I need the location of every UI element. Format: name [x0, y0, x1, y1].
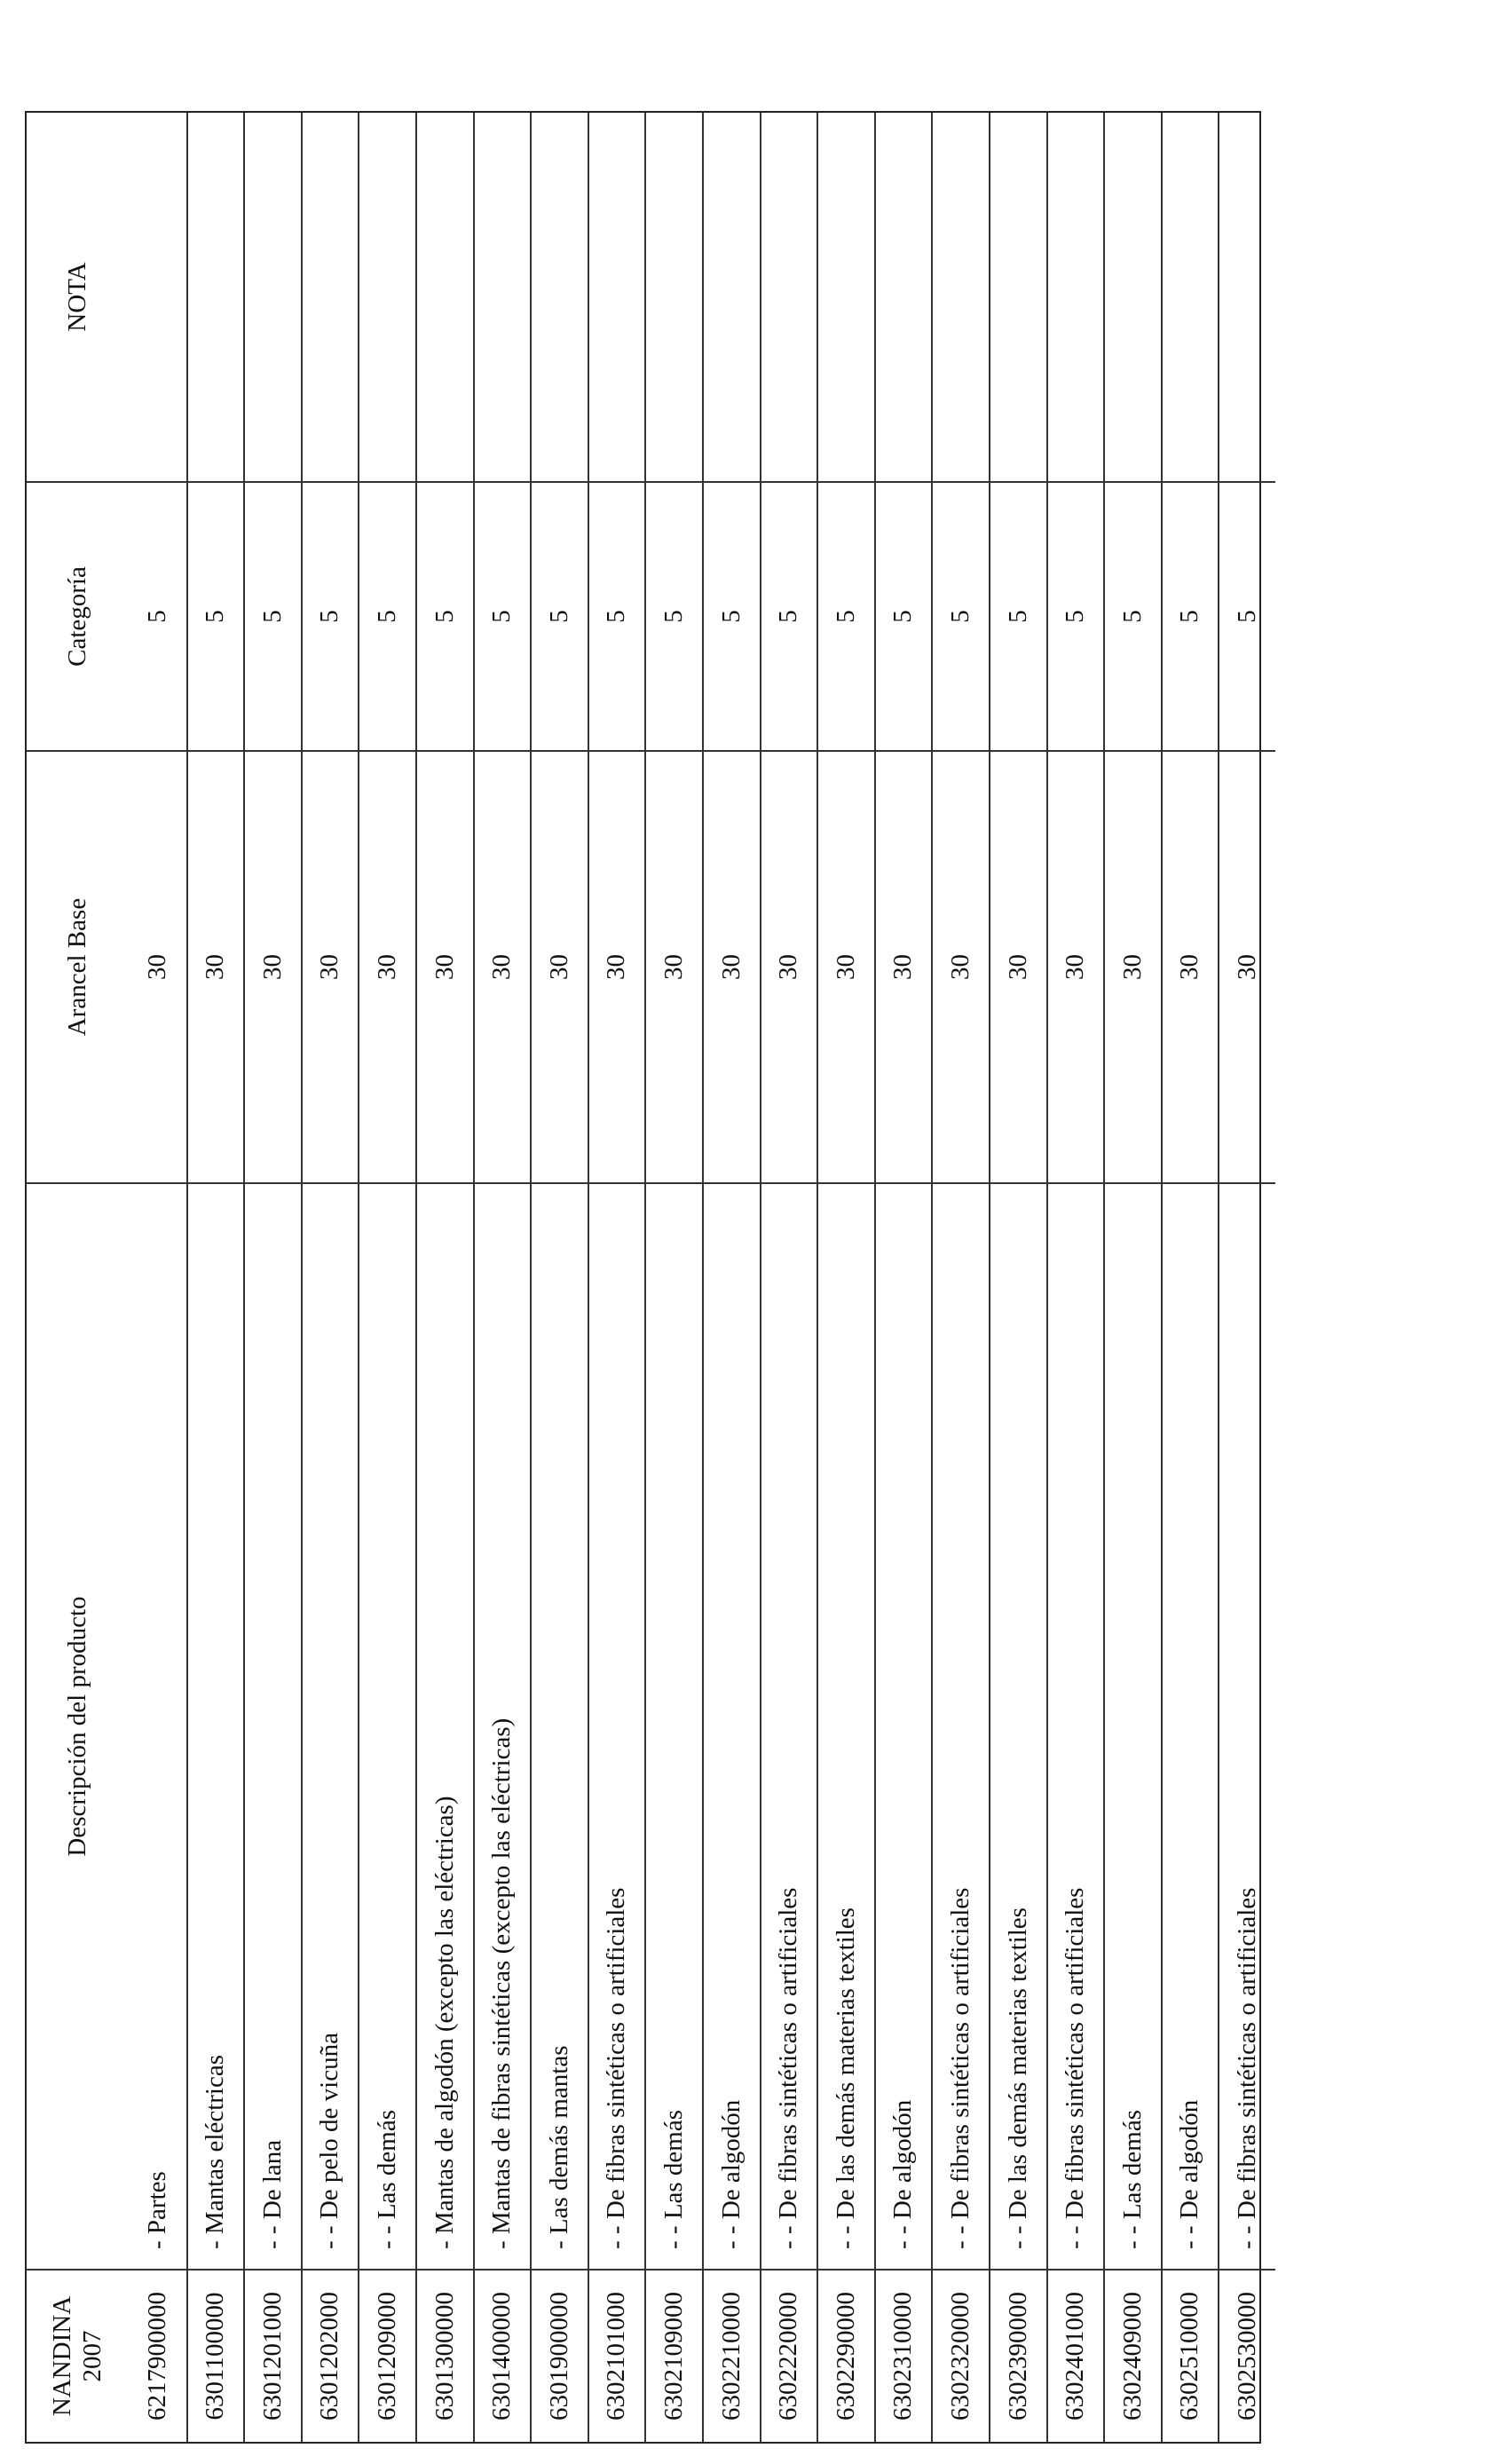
cell-tariff: 30 — [646, 752, 702, 1184]
cell-category: 5 — [245, 483, 301, 752]
table-row — [760, 113, 817, 2442]
cell-category: 5 — [1048, 483, 1104, 752]
cell-description: - - Las demás — [359, 1184, 415, 2271]
cell-nandina-code: 6302101000 — [602, 2292, 631, 2421]
cell-note — [589, 113, 645, 483]
cell-description: - Mantas eléctricas — [188, 1184, 244, 2271]
cell-note — [245, 113, 301, 483]
cell-nandina-code: 6302310000 — [888, 2292, 918, 2421]
cell-description: - - De fibras sintéticas o artificiales — [589, 1184, 645, 2271]
table-row — [1161, 113, 1219, 2442]
header-description: Descripción del producto — [27, 1184, 129, 2271]
cell-nandina-code: 6301300000 — [430, 2292, 459, 2421]
cell-nandina-code: 6217900000 — [142, 2292, 171, 2421]
cell-tariff: 30 — [1163, 752, 1219, 1184]
cell-nandina-code: 6302320000 — [946, 2292, 975, 2421]
header-note: NOTA — [27, 113, 129, 483]
cell-description: - - De fibras sintéticas o artificiales — [1048, 1184, 1104, 2271]
cell-nandina-code: 6302390000 — [1003, 2292, 1032, 2421]
cell-description: - Partes — [129, 1184, 186, 2271]
cell-note — [1163, 113, 1219, 483]
cell-tariff: 30 — [359, 752, 415, 1184]
table-row — [473, 113, 531, 2442]
cell-description: - Las demás mantas — [532, 1184, 588, 2271]
cell-tariff: 30 — [933, 752, 989, 1184]
cell-category: 5 — [1219, 483, 1275, 752]
cell-category: 5 — [532, 483, 588, 752]
cell-category: 5 — [761, 483, 817, 752]
cell-tariff: 30 — [188, 752, 244, 1184]
cell-note — [990, 113, 1046, 483]
cell-nandina-code: 6302109000 — [659, 2292, 689, 2421]
table-row — [644, 113, 702, 2442]
cell-tariff: 30 — [129, 752, 186, 1184]
table-row — [1218, 113, 1275, 2442]
cell-tariff: 30 — [818, 752, 874, 1184]
table-row — [989, 113, 1046, 2442]
cell-category: 5 — [704, 483, 760, 752]
cell-nandina-code: 6302510000 — [1175, 2292, 1204, 2421]
cell-note — [303, 113, 359, 483]
cell-tariff: 30 — [417, 752, 473, 1184]
cell-note — [704, 113, 760, 483]
cell-note — [532, 113, 588, 483]
cell-note — [129, 113, 186, 483]
table-row — [931, 113, 989, 2442]
table-row — [702, 113, 760, 2442]
table-row — [588, 113, 645, 2442]
cell-note — [1219, 113, 1275, 483]
tariff-table — [25, 111, 1261, 2444]
cell-nandina-code: 6302210000 — [716, 2292, 746, 2421]
table-row — [358, 113, 415, 2442]
cell-category: 5 — [646, 483, 702, 752]
cell-nandina-code: 6301202000 — [315, 2292, 344, 2421]
table-row — [243, 113, 301, 2442]
cell-description: - - De algodón — [876, 1184, 932, 2271]
table-row — [1046, 113, 1104, 2442]
cell-description: - - De las demás materias textiles — [990, 1184, 1046, 2271]
cell-note — [876, 113, 932, 483]
cell-tariff: 30 — [245, 752, 301, 1184]
cell-tariff: 30 — [761, 752, 817, 1184]
cell-tariff: 30 — [475, 752, 531, 1184]
cell-note — [188, 113, 244, 483]
cell-category: 5 — [1105, 483, 1161, 752]
cell-tariff: 30 — [532, 752, 588, 1184]
table-row — [817, 113, 874, 2442]
cell-description: - - De fibras sintéticas o artificiales — [933, 1184, 989, 2271]
cell-tariff: 30 — [589, 752, 645, 1184]
cell-nandina-code: 6302290000 — [831, 2292, 860, 2421]
cell-note — [933, 113, 989, 483]
cell-tariff: 30 — [1105, 752, 1161, 1184]
table-row — [1103, 113, 1161, 2442]
table-row — [186, 113, 244, 2442]
cell-description: - Mantas de fibras sintéticas (excepto las eléctricas) — [475, 1184, 531, 2271]
cell-description: - - Las demás — [1105, 1184, 1161, 2271]
table-row — [129, 113, 186, 2442]
cell-category: 5 — [417, 483, 473, 752]
cell-description: - - De fibras sintéticas o artificiales — [761, 1184, 817, 2271]
cell-note — [761, 113, 817, 483]
cell-nandina-code: 6301201000 — [257, 2292, 287, 2421]
cell-note — [359, 113, 415, 483]
header-category: Categoría — [27, 483, 129, 752]
table-row — [415, 113, 473, 2442]
cell-description: - - De fibras sintéticas o artificiales — [1219, 1184, 1275, 2271]
header-nandina: NANDINA 2007 — [48, 2295, 107, 2417]
cell-note — [1048, 113, 1104, 483]
cell-category: 5 — [303, 483, 359, 752]
table-row — [301, 113, 359, 2442]
cell-note — [818, 113, 874, 483]
cell-tariff: 30 — [1048, 752, 1104, 1184]
cell-description: - - De algodón — [704, 1184, 760, 2271]
cell-category: 5 — [933, 483, 989, 752]
cell-description: - - Las demás — [646, 1184, 702, 2271]
cell-note — [1105, 113, 1161, 483]
cell-category: 5 — [129, 483, 186, 752]
cell-category: 5 — [475, 483, 531, 752]
cell-category: 5 — [1163, 483, 1219, 752]
cell-tariff: 30 — [1219, 752, 1275, 1184]
cell-category: 5 — [188, 483, 244, 752]
cell-nandina-code: 6302220000 — [774, 2292, 803, 2421]
cell-category: 5 — [359, 483, 415, 752]
cell-description: - - De las demás materias textiles — [818, 1184, 874, 2271]
cell-tariff: 30 — [303, 752, 359, 1184]
cell-nandina-code: 6301900000 — [544, 2292, 573, 2421]
cell-tariff: 30 — [704, 752, 760, 1184]
cell-nandina-code: 6302409000 — [1117, 2292, 1147, 2421]
cell-category: 5 — [589, 483, 645, 752]
rotated-page — [0, 19, 1499, 2464]
cell-nandina-code: 6301400000 — [487, 2292, 517, 2421]
cell-description: - - De algodón — [1163, 1184, 1219, 2271]
table-row — [874, 113, 932, 2442]
cell-tariff: 30 — [876, 752, 932, 1184]
cell-tariff: 30 — [990, 752, 1046, 1184]
cell-note — [646, 113, 702, 483]
cell-description: - Mantas de algodón (excepto las eléctricas) — [417, 1184, 473, 2271]
header-tariff: Arancel Base — [27, 752, 129, 1184]
table-header-row — [27, 113, 129, 2442]
cell-nandina-code: 6302401000 — [1061, 2292, 1090, 2421]
cell-note — [475, 113, 531, 483]
cell-nandina-code: 6301100000 — [201, 2292, 230, 2421]
cell-category: 5 — [818, 483, 874, 752]
cell-description: - - De pelo de vicuña — [303, 1184, 359, 2271]
cell-category: 5 — [876, 483, 932, 752]
table-row — [530, 113, 588, 2442]
cell-nandina-code: 6302530000 — [1233, 2292, 1262, 2421]
cell-category: 5 — [990, 483, 1046, 752]
cell-nandina-code: 6301209000 — [373, 2292, 402, 2421]
cell-description: - - De lana — [245, 1184, 301, 2271]
cell-note — [417, 113, 473, 483]
